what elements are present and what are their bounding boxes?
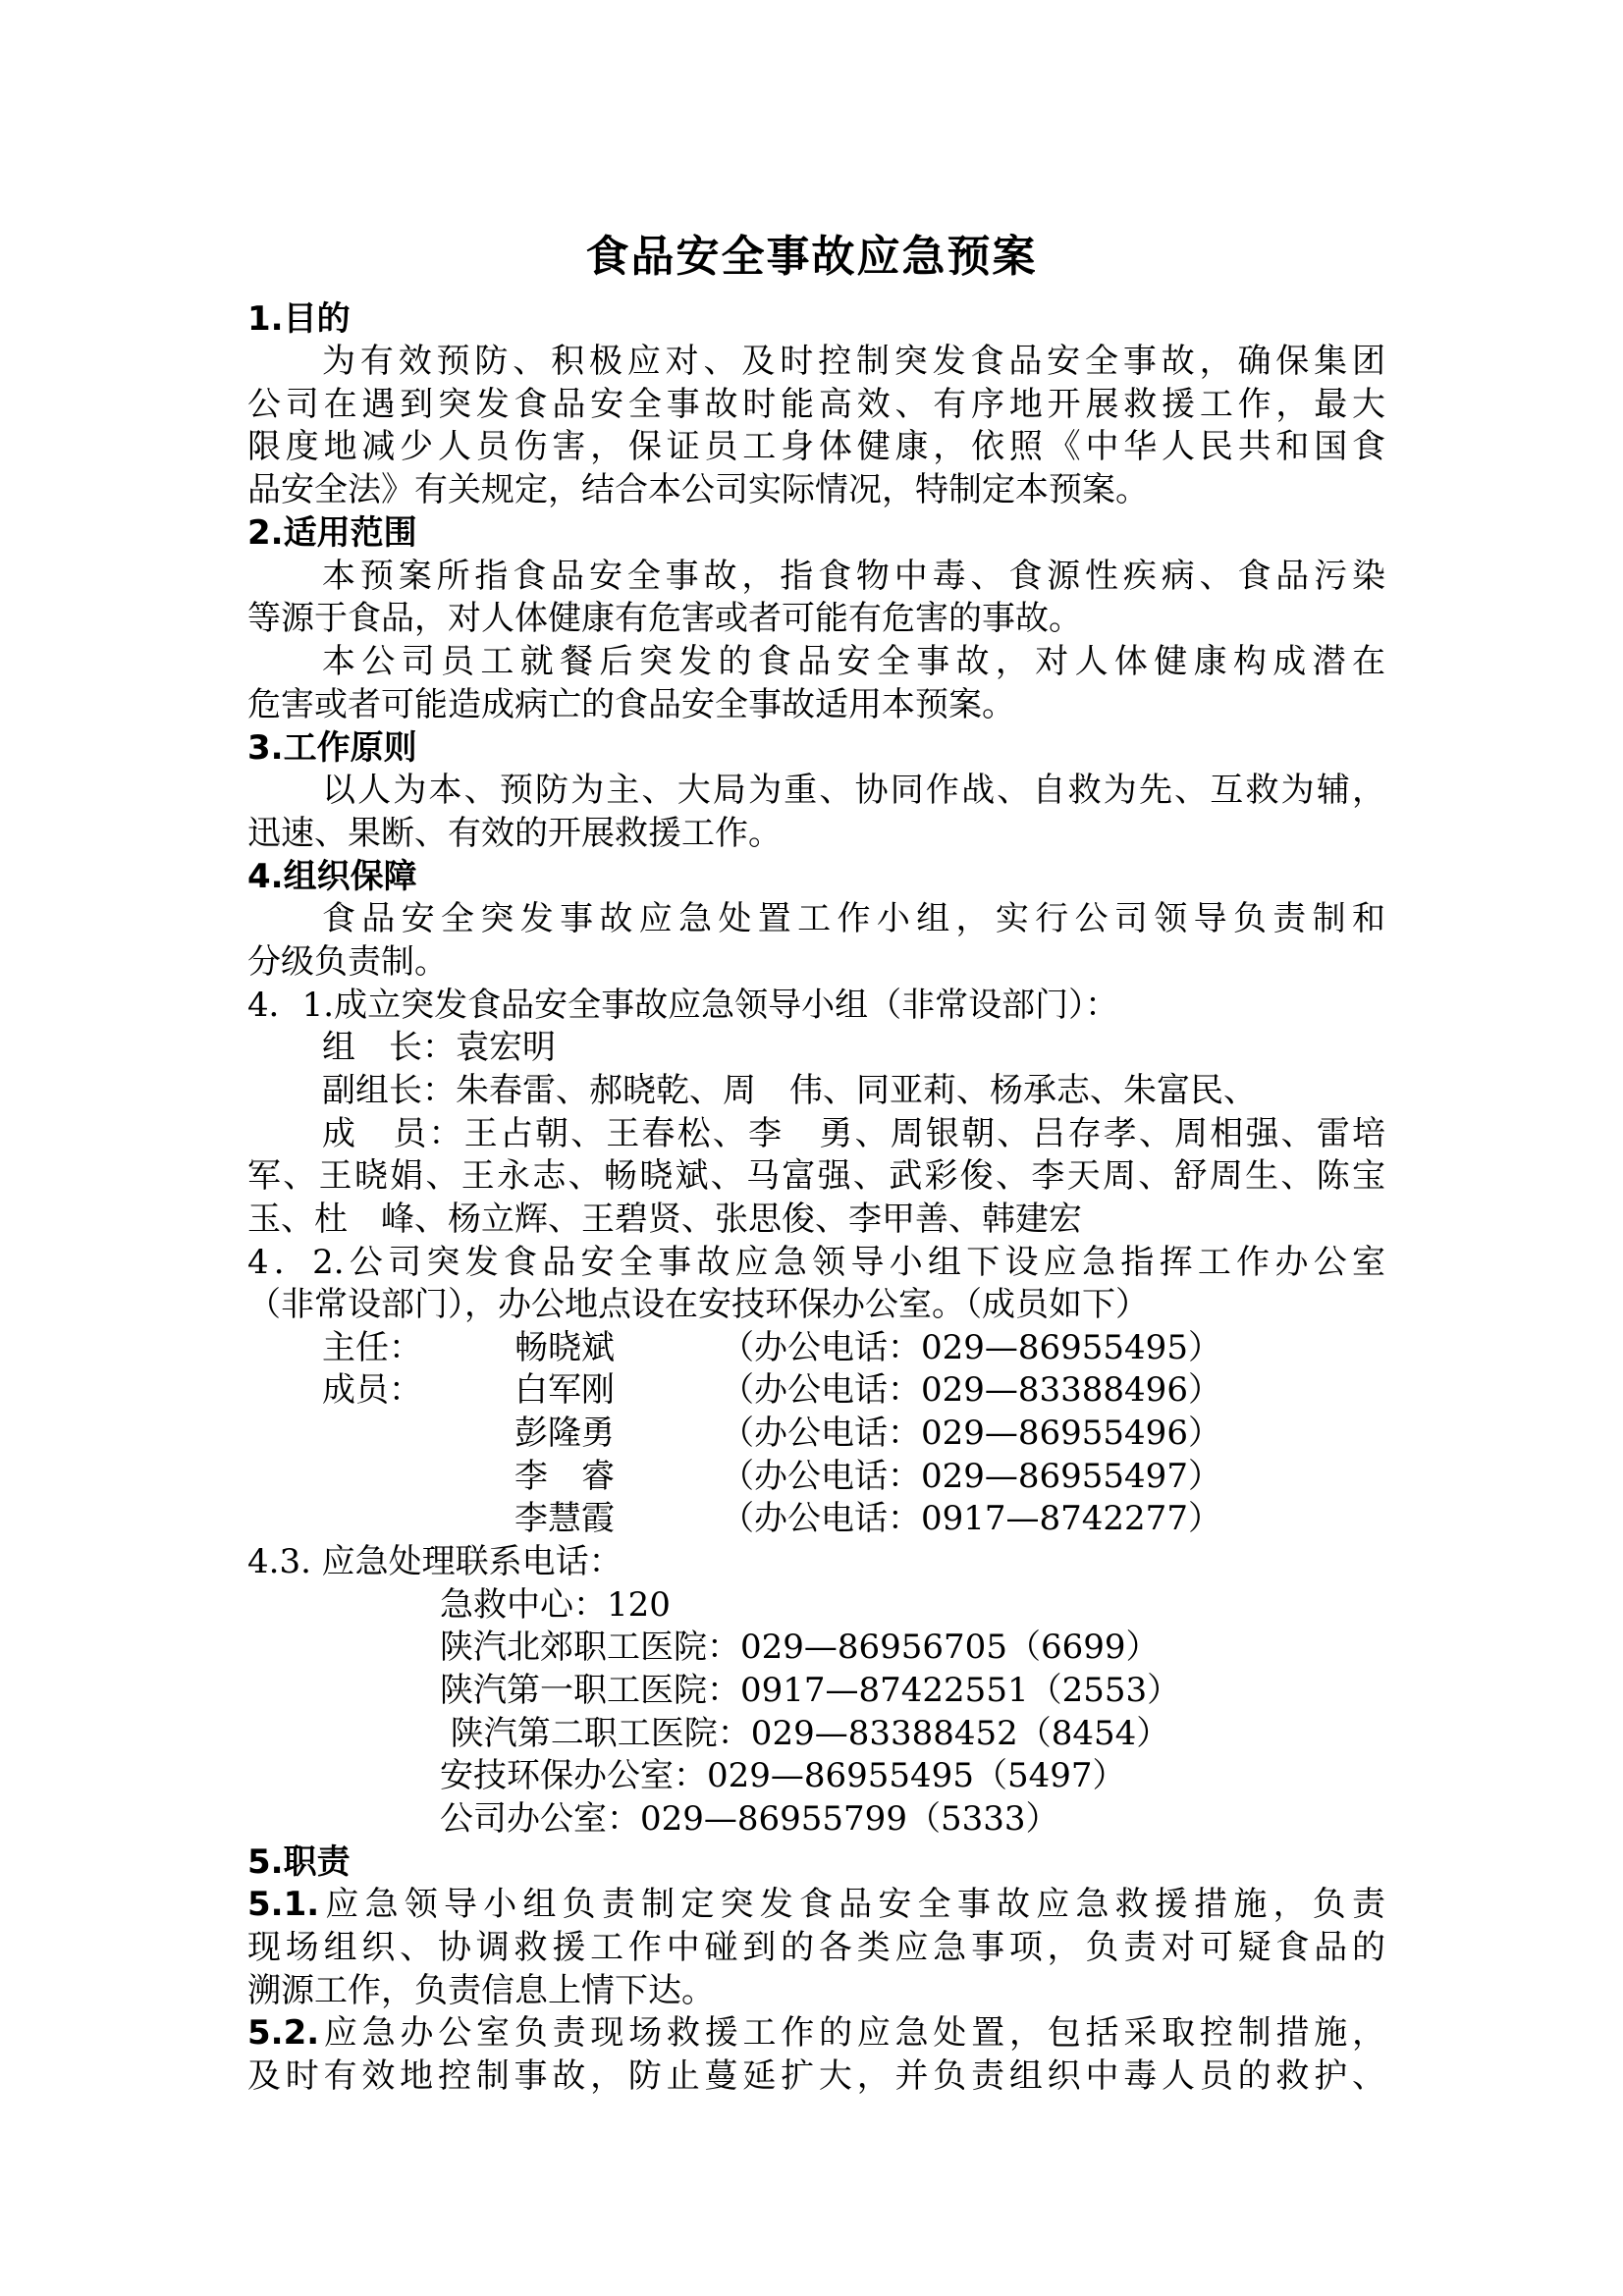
subsection-4-1-heading: 4．1.成立突发食品安全事故应急领导小组（非常设部门）： xyxy=(247,986,1119,1025)
group-members: 玉、杜 峰、杨立辉、王碧贤、张思俊、李甲善、韩建宏 xyxy=(247,1200,1082,1239)
clause-text: 应急领导小组负责制定突发食品安全事故应急救援措施，负责 xyxy=(319,1885,1385,1924)
contact-line: 陕汽第一职工医院：0917—87422551（2553） xyxy=(440,1671,1181,1710)
contact-line: 急救中心：120 xyxy=(440,1585,671,1625)
paragraph-line: 食品安全突发事故应急处置工作小组，实行公司领导负责制和 xyxy=(322,899,1385,938)
paragraph-line: 迅速、果断、有效的开展救援工作。 xyxy=(247,814,782,853)
office-member-name: 李 睿 xyxy=(514,1457,615,1496)
office-member-role: 主任： xyxy=(322,1328,422,1367)
contact-line: 陕汽第二职工医院：029—83388452（8454） xyxy=(440,1714,1170,1753)
paragraph-line: 品安全法》有关规定，结合本公司实际情况，特制定本预案。 xyxy=(247,470,1149,509)
contact-line: 公司办公室：029—86955799（5333） xyxy=(440,1799,1059,1839)
section-1-heading: 1.目的 xyxy=(247,299,351,339)
office-member-row xyxy=(247,1326,1385,1369)
office-member-phone: （办公电话：029—86955497） xyxy=(721,1457,1221,1496)
paragraph-line: 本公司员工就餐后突发的食品安全事故，对人体健康构成潜在 xyxy=(322,642,1385,681)
group-members: 军、王晓娟、王永志、畅晓斌、马富强、武彩俊、李天周、舒周生、陈宝 xyxy=(247,1156,1385,1196)
office-member-phone: （办公电话：029—86955495） xyxy=(721,1328,1221,1367)
paragraph-line xyxy=(247,1883,1385,1926)
office-member-name: 畅晓斌 xyxy=(514,1328,615,1367)
paragraph-line: 及时有效地控制事故，防止蔓延扩大，并负责组织中毒人员的救护、 xyxy=(247,2056,1385,2096)
contact-line: 陕汽北郊职工医院：029—86956705（6699） xyxy=(440,1628,1160,1667)
group-deputies: 副组长：朱春雷、郝晓乾、周 伟、同亚莉、杨承志、朱富民、 xyxy=(322,1071,1257,1110)
clause-text: 应急办公室负责现场救援工作的应急处置，包括采取控制措施， xyxy=(319,2013,1385,2053)
paragraph-line: 本预案所指食品安全事故，指食物中毒、食源性疾病、食品污染 xyxy=(322,557,1385,596)
paragraph-line: （非常设部门），办公地点设在安技环保办公室。（成员如下） xyxy=(247,1285,1149,1324)
office-member-row xyxy=(247,1368,1385,1412)
section-2-heading: 2.适用范围 xyxy=(247,513,417,553)
paragraph-line: 分级负责制。 xyxy=(247,942,448,982)
section-5-heading: 5.职责 xyxy=(247,1842,351,1882)
document-title: 食品安全事故应急预案 xyxy=(585,232,1038,282)
paragraph-line: 公司在遇到突发食品安全事故时能高效、有序地开展救援工作，最大 xyxy=(247,385,1385,424)
office-member-row xyxy=(247,1412,1385,1455)
paragraph-line: 为有效预防、积极应对、及时控制突发食品安全事故，确保集团 xyxy=(322,342,1385,381)
office-member-name: 李慧霞 xyxy=(514,1499,615,1538)
office-member-row xyxy=(247,1455,1385,1498)
section-4-heading: 4.组织保障 xyxy=(247,857,417,896)
paragraph-line: 限度地减少人员伤害，保证员工身体健康，依照《中华人民共和国食 xyxy=(247,427,1385,466)
office-member-name: 白军刚 xyxy=(514,1370,615,1410)
group-leader: 组 长：袁宏明 xyxy=(322,1028,556,1067)
clause-number: 5.1. xyxy=(247,1885,320,1924)
section-3-heading: 3.工作原则 xyxy=(247,728,417,768)
subsection-4-3-heading: 4.3. 应急处理联系电话： xyxy=(247,1542,622,1581)
group-members: 成 员：王占朝、王春松、李 勇、周银朝、吕存孝、周相强、雷培 xyxy=(322,1114,1385,1153)
office-member-row xyxy=(247,1497,1385,1540)
clause-number: 5.2. xyxy=(247,2013,320,2053)
paragraph-line: 现场组织、协调救援工作中碰到的各类应急事项，负责对可疑食品的 xyxy=(247,1928,1385,1967)
contact-line: 安技环保办公室：029—86955495（5497） xyxy=(440,1756,1126,1795)
office-member-phone: （办公电话：029—86955496） xyxy=(721,1414,1221,1453)
paragraph-line xyxy=(247,2011,1385,2055)
office-member-name: 彭隆勇 xyxy=(514,1414,615,1453)
office-member-role: 成员： xyxy=(322,1370,422,1410)
office-member-phone: （办公电话：029—83388496） xyxy=(721,1370,1221,1410)
office-member-phone: （办公电话：0917—8742277） xyxy=(721,1499,1221,1538)
paragraph-line: 溯源工作，负责信息上情下达。 xyxy=(247,1971,715,2010)
paragraph-line: 等源于食品，对人体健康有危害或者可能有危害的事故。 xyxy=(247,599,1082,638)
subsection-4-2-heading: 4．2.公司突发食品安全事故应急领导小组下设应急指挥工作办公室 xyxy=(247,1243,1385,1282)
paragraph-line: 危害或者可能造成病亡的食品安全事故适用本预案。 xyxy=(247,685,1015,724)
paragraph-line: 以人为本、预防为主、大局为重、协同作战、自救为先、互救为辅， xyxy=(322,771,1385,810)
